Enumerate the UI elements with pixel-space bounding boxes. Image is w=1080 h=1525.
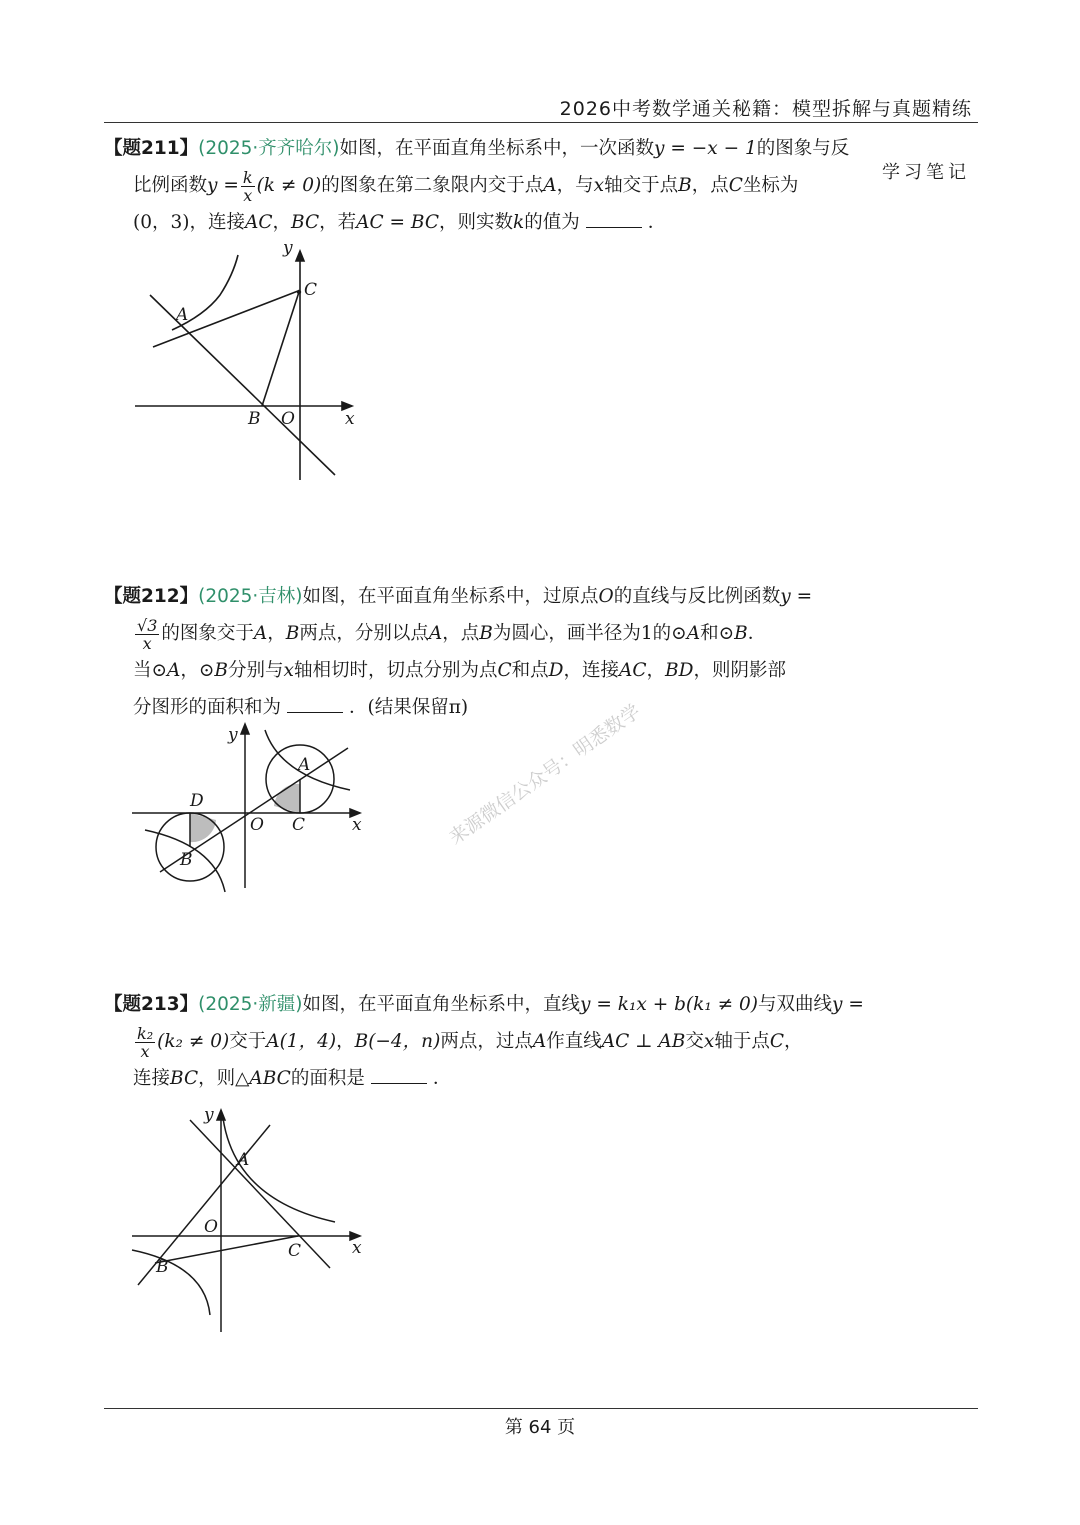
text: 两点，过点	[440, 1031, 533, 1052]
text: 的图象交于	[161, 623, 254, 644]
text: ，与	[556, 175, 594, 196]
fraction-numerator: k	[242, 167, 253, 187]
answer-blank[interactable]	[371, 1065, 427, 1084]
math: k	[513, 212, 525, 233]
text: ，连接	[563, 660, 620, 681]
problem-tag: 【题212】	[104, 586, 199, 607]
label-c: C	[292, 815, 306, 835]
math: C	[728, 175, 743, 196]
label-d: D	[190, 791, 204, 811]
text: 的图象在第二象限内交于点	[321, 175, 544, 196]
hyperbola-branch-1	[223, 1118, 335, 1222]
problem-tag: 【题211】	[104, 138, 199, 159]
segment-bc	[262, 292, 299, 406]
fraction-denominator: x	[243, 185, 253, 205]
y-axis-arrow-icon	[296, 251, 304, 261]
label-b: B	[156, 1257, 169, 1277]
problem-source: (2025·齐齐哈尔)	[198, 138, 340, 159]
math: AC	[619, 660, 647, 681]
text: ，	[267, 623, 286, 644]
math: A(1，4)	[266, 1031, 337, 1052]
text: 作直线	[546, 1031, 602, 1052]
text: 分别与	[228, 660, 284, 681]
text: ，点	[691, 175, 729, 196]
figure-212-svg	[120, 720, 380, 895]
problem-213-line-2	[104, 1023, 854, 1060]
text: ，若	[319, 212, 357, 233]
fraction-denominator: x	[140, 1041, 150, 1061]
math: A	[532, 1031, 547, 1052]
text: ，则实数	[439, 212, 514, 233]
line-ac	[190, 1120, 330, 1268]
problem-212-line-1	[104, 578, 854, 615]
math: C	[769, 1031, 784, 1052]
math: D	[548, 660, 564, 681]
problem-211-line-2	[104, 167, 854, 204]
text: 交于	[229, 1031, 267, 1052]
fraction	[135, 617, 159, 652]
math: y = −x − 1	[654, 138, 757, 159]
footer-rule	[104, 1408, 978, 1409]
math: y =	[780, 586, 813, 607]
text: 轴交于点	[604, 175, 679, 196]
figure-211-svg	[120, 235, 370, 485]
math: BC	[291, 212, 320, 233]
text: ，点	[442, 623, 480, 644]
label-x: x	[352, 815, 362, 835]
math: A	[543, 175, 557, 196]
problem-213-line-3	[104, 1060, 854, 1097]
label-b: B	[180, 850, 193, 870]
problem-212	[104, 578, 854, 726]
math: B	[678, 175, 692, 196]
fraction	[241, 169, 255, 204]
y-axis-arrow-icon	[241, 724, 249, 734]
text: 当⊙	[133, 660, 168, 681]
text: 分图形的面积和为	[133, 697, 282, 718]
problem-211	[104, 130, 854, 241]
figure-213-svg	[120, 1100, 380, 1340]
math: B(−4，n)	[354, 1031, 441, 1052]
label-b: B	[248, 409, 261, 429]
text: 和⊙	[700, 623, 735, 644]
math: y =	[207, 175, 239, 196]
label-a: A	[237, 1150, 250, 1170]
math: B	[734, 623, 748, 644]
math: (k ≠ 0)	[256, 175, 322, 196]
fraction-denominator: x	[142, 633, 152, 653]
math: y = k₁x + b(k₁ ≠ 0)	[580, 994, 759, 1015]
text: ．(结果保留π)	[349, 697, 469, 718]
label-a: A	[298, 755, 311, 775]
figure-212	[120, 720, 380, 895]
math: O	[598, 586, 614, 607]
segment-bc	[155, 1236, 298, 1263]
page-number: 第 64 页	[504, 1417, 576, 1438]
math: BC	[170, 1068, 199, 1089]
text: 轴相切时，切点分别为点	[293, 660, 498, 681]
figure-211	[120, 235, 370, 485]
figure-213	[120, 1100, 380, 1340]
text: ，	[646, 660, 666, 681]
label-o: O	[250, 815, 264, 835]
problem-212-line-3	[104, 652, 854, 689]
answer-blank[interactable]	[287, 694, 343, 713]
label-y: y	[228, 725, 238, 745]
text: ．	[432, 1068, 452, 1089]
text: ．	[747, 623, 767, 644]
text: 两点，分别以点	[299, 623, 429, 644]
text: 的图象与反	[756, 138, 850, 159]
text: 与双曲线	[758, 994, 833, 1015]
text: 如图，在平面直角坐标系中，一次函数	[339, 138, 655, 159]
math: B	[285, 623, 300, 644]
text: 的面积是	[290, 1068, 365, 1089]
math: y =	[832, 994, 864, 1015]
label-c: C	[304, 280, 318, 300]
problem-source: (2025·新疆)	[198, 994, 303, 1015]
math: A	[253, 623, 268, 644]
header-title: 2026中考数学通关秘籍：模型拆解与真题精练	[559, 98, 972, 120]
label-x: x	[352, 1238, 362, 1258]
math: AC = BC	[356, 212, 439, 233]
text: 如图，在平面直角坐标系中，过原点	[302, 586, 599, 607]
fraction-numerator: √3	[137, 615, 158, 635]
fraction-numerator: k₂	[137, 1023, 154, 1043]
math: A	[167, 660, 181, 681]
label-o: O	[281, 409, 295, 429]
text: (0，3)，连接	[133, 212, 245, 233]
label-x: x	[345, 409, 355, 429]
text: 连接	[133, 1068, 171, 1089]
math: AC ⊥ AB	[601, 1031, 686, 1052]
problem-212-line-2	[104, 615, 854, 652]
problem-source: (2025·吉林)	[198, 586, 303, 607]
label-o: O	[204, 1217, 218, 1237]
text: 交	[685, 1031, 704, 1052]
point-c	[297, 290, 301, 294]
label-y: y	[204, 1105, 214, 1125]
math: AC	[244, 212, 273, 233]
math: x	[593, 175, 605, 196]
text: ，则阴影部	[693, 660, 786, 681]
problem-tag: 【题213】	[104, 994, 199, 1015]
text: 比例函数	[133, 175, 208, 196]
label-y: y	[283, 238, 293, 258]
label-a: A	[176, 305, 189, 325]
text: ，⊙	[180, 660, 215, 681]
side-note: 学习笔记	[882, 162, 970, 183]
watermark: 来源微信公众号：明悉数学	[445, 700, 645, 850]
label-c: C	[288, 1241, 302, 1261]
text: ，	[783, 1031, 803, 1052]
math: B	[479, 623, 493, 644]
text: ，则△	[198, 1068, 250, 1089]
text: 的值为	[524, 212, 580, 233]
answer-blank[interactable]	[586, 209, 642, 228]
math: x	[283, 660, 294, 681]
text: ．	[647, 212, 667, 233]
problem-211-line-1	[104, 130, 854, 167]
math: x	[703, 1031, 715, 1052]
math: BD	[665, 660, 694, 681]
fraction	[135, 1025, 155, 1060]
text: 的直线与反比例函数	[613, 586, 781, 607]
problem-213	[104, 986, 864, 1097]
text: ，	[272, 212, 292, 233]
text: 为圆心，画半径为1的⊙	[492, 623, 687, 644]
header-rule	[104, 122, 978, 123]
math: A	[428, 623, 443, 644]
text: 轴于点	[714, 1031, 770, 1052]
text: 和点	[511, 660, 549, 681]
math: B	[214, 660, 229, 681]
text: 如图，在平面直角坐标系中，直线	[302, 994, 581, 1015]
math: ABC	[249, 1068, 291, 1089]
math: A	[686, 623, 701, 644]
text: ，	[336, 1031, 355, 1052]
math: (k₂ ≠ 0)	[157, 1031, 230, 1052]
problem-213-line-1	[104, 986, 864, 1023]
text: 坐标为	[742, 175, 799, 196]
math: C	[497, 660, 512, 681]
